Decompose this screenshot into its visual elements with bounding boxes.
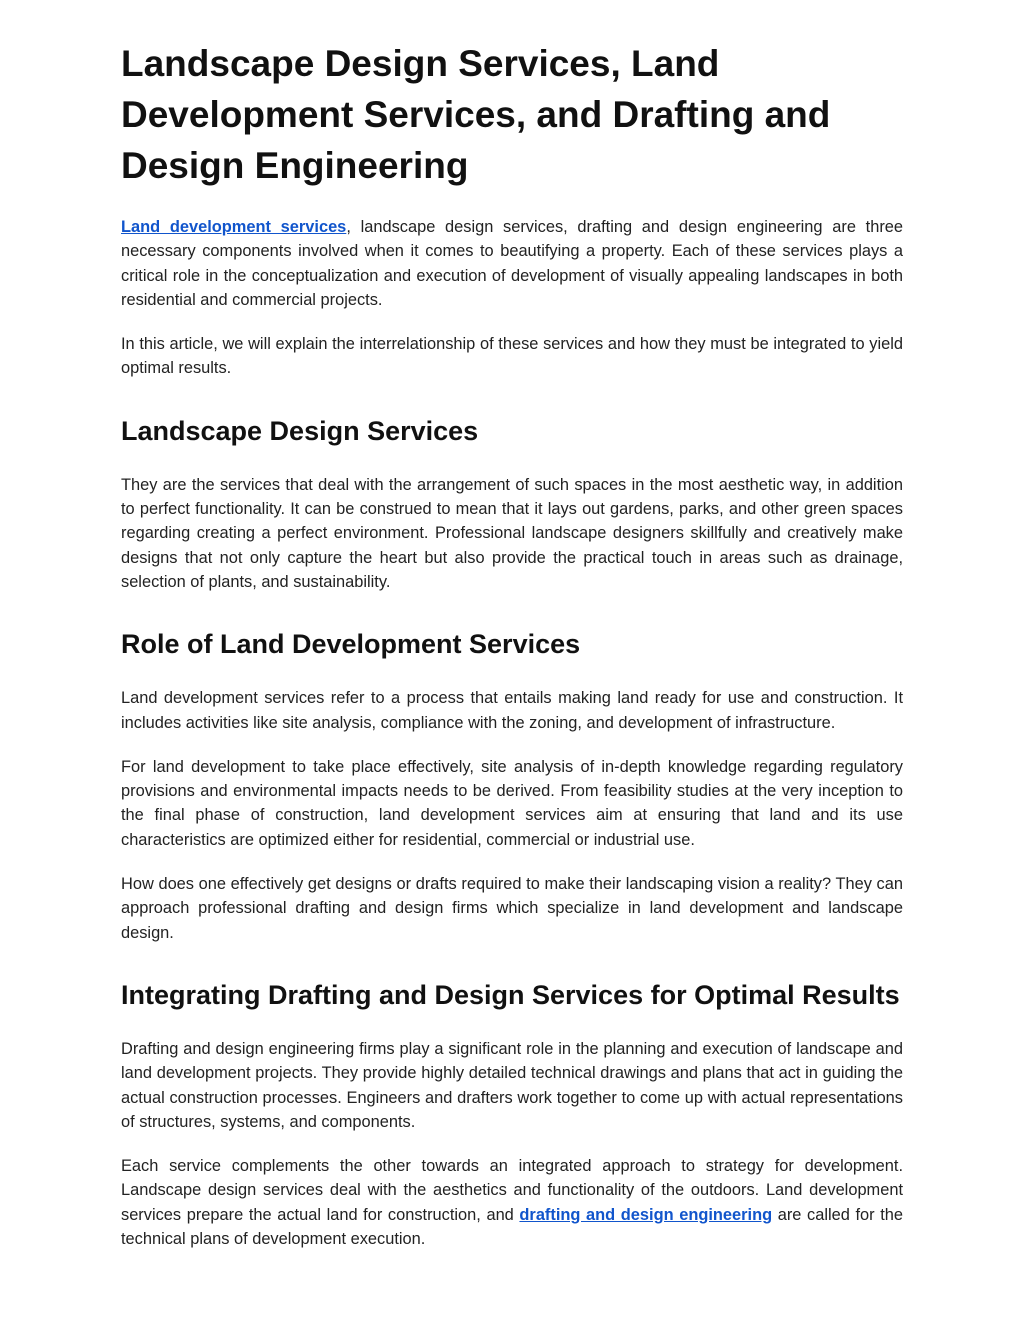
land-development-paragraph-3: How does one effectively get designs or drafts required to make their landscaping vision a reality? They can approach professional drafting and design firms which specialize in land development and landscape design. [121,875,903,942]
page-title: Landscape Design Services, Land Development Services, and Drafting and Design Engineering [121,43,831,186]
integrating-text-after: are called for the technical plans of development execution. [121,1205,903,1249]
section-heading-land-development: Role of Land Development Services [121,629,581,660]
section-heading-integrating: Integrating Drafting and Design Services for Optimal Results [121,979,900,1010]
document-page [121,38,903,1251]
integrating-text-before: Each service complements the other towards an integrated approach to strategy for development. Landscape design services deal with the aesthetics and functionality of the outdoors. Land development services prepare the actual land for construction, and [121,1157,903,1224]
intro-text: , landscape design services, drafting and design engineering are three necessary components involved when it comes to beautifying a property. Each of these services plays a critical role in the conceptualization and execution of development of visually appealing landscapes in both residential and commercial projects. [121,218,904,309]
intro-paragraph-2: In this article, we will explain the interrelationship of these services and how they must be integrated to yield optimal results. [121,335,903,378]
landscape-design-paragraph: They are the services that deal with the arrangement of such spaces in the most aesthetic way, in addition to perfect functionality. It can be construed to mean that it lays out gardens, parks, and other green spaces regarding creating a perfect environment. Professional landscape designers skillfully and creatively make designs that not only capture the heart but also provide the practical touch in areas such as drainage, selection of plants, and sustainability. [121,475,903,591]
land-development-paragraph-2: For land development to take place effectively, site analysis of in-depth knowledge regarding regulatory provisions and environmental impacts needs to be derived. From feasibility studies at the very inception to the final phase of construction, land development services aim at ensuring that land and its use characteristics are optimized either for residential, commercial or industrial use. [121,757,903,849]
section-heading-landscape-design: Landscape Design Services [121,415,479,446]
drafting-design-engineering-link[interactable]: drafting and design engineering [519,1205,773,1224]
land-development-services-link[interactable]: Land development services [121,218,347,236]
land-development-paragraph-1: Land development services refer to a process that entails making land ready for use and construction. It includes activities like site analysis, compliance with the zoning, and development of infrastructure. [121,689,903,732]
intro-paragraph [121,215,903,312]
integrating-paragraph-2 [121,1154,903,1251]
integrating-paragraph-1: Drafting and design engineering firms play a significant role in the planning and execution of landscape and land development projects. They provide highly detailed technical drawings and plans that act in guiding the actual construction processes. Engineers and drafters work together to come up with actual representations of structures, systems, and components. [121,1039,903,1131]
